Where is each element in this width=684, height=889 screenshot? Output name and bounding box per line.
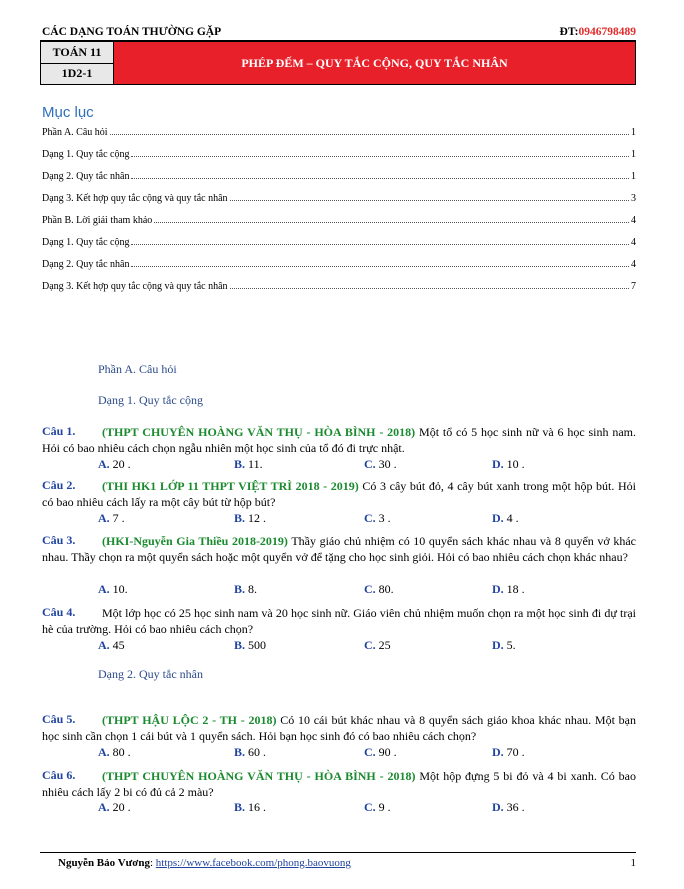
toc-item[interactable] bbox=[42, 236, 636, 250]
toc-item-page[interactable]: 4 bbox=[631, 215, 636, 226]
answer-key: B. bbox=[234, 582, 246, 596]
answer-b[interactable] bbox=[234, 582, 257, 597]
answer-value: 3 . bbox=[378, 511, 391, 525]
toc-leader bbox=[154, 214, 629, 223]
answer-c[interactable] bbox=[364, 638, 391, 653]
toc-leader bbox=[230, 280, 629, 289]
question-body: Một lớp học có 25 học sinh nam và 20 học sinh nữ. Giáo viên chủ nhiệm muốn chọn ra một học sinh đi dự trại hè của trường. Hỏi có bao nhiêu cách chọn? bbox=[42, 606, 636, 636]
answer-value: 18 . bbox=[506, 582, 525, 596]
question-5-answers bbox=[98, 745, 598, 761]
answer-d[interactable] bbox=[492, 582, 525, 597]
toc-item[interactable] bbox=[42, 148, 636, 162]
answer-key: D. bbox=[492, 745, 504, 759]
toc-item[interactable] bbox=[42, 258, 636, 272]
header-phone bbox=[560, 26, 636, 38]
answer-key: B. bbox=[234, 800, 246, 814]
toc-item-text[interactable]: Dạng 1. Quy tắc cộng bbox=[42, 237, 130, 248]
answer-key: C. bbox=[364, 511, 376, 525]
question-1-answers bbox=[98, 457, 598, 473]
toc-item-text[interactable]: Dạng 3. Kết hợp quy tắc cộng và quy tắc nhân bbox=[42, 281, 228, 292]
answer-value: 30 . bbox=[378, 457, 397, 471]
answer-a[interactable] bbox=[98, 745, 131, 760]
answer-key: D. bbox=[492, 582, 504, 596]
answer-value: 5. bbox=[506, 638, 516, 652]
answer-value: 45 bbox=[112, 638, 125, 652]
answer-key: B. bbox=[234, 745, 246, 759]
question-body: Thầy giáo chủ nhiệm có 10 quyển sách khác nhau và 8 quyển vở khác nhau. Thầy chọn ra một quyển sách hoặc một quyển vở để tặng cho học sinh giỏi. Hỏi có bao nhiêu cách chọn khác nhau? bbox=[42, 534, 636, 564]
section-d1-heading: Dạng 1. Quy tắc cộng bbox=[98, 393, 203, 407]
question-2-label: Câu 2. bbox=[42, 478, 76, 492]
header-title: CÁC DẠNG TOÁN THƯỜNG GẶP bbox=[42, 26, 222, 38]
toc-item-text[interactable]: Phần B. Lời giải tham khảo bbox=[42, 215, 153, 226]
question-6-answers bbox=[98, 800, 598, 816]
answer-value: 36 . bbox=[506, 800, 525, 814]
answer-key: A. bbox=[98, 511, 110, 525]
answer-c[interactable] bbox=[364, 582, 394, 597]
answer-key: C. bbox=[364, 745, 376, 759]
answer-value: 8. bbox=[248, 582, 258, 596]
toc-item-text[interactable]: Phần A. Câu hỏi bbox=[42, 127, 108, 138]
answer-value: 16 . bbox=[248, 800, 267, 814]
toc-item[interactable] bbox=[42, 214, 636, 228]
toc-item-text[interactable]: Dạng 2. Quy tắc nhân bbox=[42, 259, 130, 270]
toc-item-page[interactable]: 4 bbox=[631, 237, 636, 248]
answer-key: B. bbox=[234, 638, 246, 652]
answer-value: 25 bbox=[378, 638, 391, 652]
phone-label: ĐT: bbox=[559, 26, 579, 38]
question-body: Một hộp đựng 5 bi đỏ và 4 bi xanh. Có bao nhiêu cách lấy 2 bi có đủ cả 2 màu? bbox=[42, 769, 636, 799]
answer-b[interactable] bbox=[234, 800, 266, 815]
answer-key: B. bbox=[234, 511, 246, 525]
toc-item-page[interactable]: 1 bbox=[631, 127, 636, 138]
question-4-answers bbox=[98, 638, 598, 654]
answer-key: D. bbox=[492, 800, 504, 814]
question-4-label: Câu 4. bbox=[42, 605, 76, 619]
toc-item-page[interactable]: 7 bbox=[631, 281, 636, 292]
answer-d[interactable] bbox=[492, 638, 516, 653]
answer-b[interactable] bbox=[234, 745, 266, 760]
toc-leader bbox=[131, 148, 629, 157]
answer-key: A. bbox=[98, 457, 110, 471]
question-2-answers bbox=[98, 511, 598, 527]
lesson-title: PHÉP ĐẾM – QUY TẮC CỘNG, QUY TẮC NHÂN bbox=[114, 42, 635, 84]
answer-value: 500 bbox=[248, 638, 267, 652]
footer-author: Nguyễn Bảo Vương: https://www.facebook.com/phong.baovuong bbox=[58, 857, 351, 869]
answer-key: A. bbox=[98, 582, 110, 596]
answer-c[interactable] bbox=[364, 800, 391, 815]
question-body: Có 10 cái bút khác nhau và 8 quyển sách giáo khoa khác nhau. Một bạn học sinh cần chọn 1 cái bút và 1 quyển sách. Hỏi bạn học sinh đó có bao nhiêu cách chọn? bbox=[42, 713, 636, 743]
section-a-heading: Phần A. Câu hỏi bbox=[98, 362, 177, 376]
answer-key: A. bbox=[98, 800, 110, 814]
title-left-column bbox=[41, 42, 114, 84]
toc-leader bbox=[131, 258, 629, 267]
toc-item-text[interactable]: Dạng 2. Quy tắc nhân bbox=[42, 171, 130, 182]
answer-value: 60 . bbox=[248, 745, 267, 759]
answer-value: 80. bbox=[378, 582, 394, 596]
answer-value: 90 . bbox=[378, 745, 397, 759]
answer-b[interactable] bbox=[234, 457, 263, 472]
author-name: Nguyễn Bảo Vương bbox=[58, 857, 150, 869]
toc-item-page[interactable]: 1 bbox=[631, 149, 636, 160]
question-3-label: Câu 3. bbox=[42, 533, 76, 547]
question-3-text bbox=[42, 533, 636, 565]
footer-divider bbox=[40, 852, 636, 853]
answer-key: C. bbox=[364, 800, 376, 814]
toc-item[interactable] bbox=[42, 170, 636, 184]
answer-key: D. bbox=[492, 511, 504, 525]
question-source: (HKI-Nguyễn Gia Thiều 2018-2019) bbox=[102, 534, 288, 548]
question-source: (THPT CHUYÊN HOÀNG VĂN THỤ - HÒA BÌNH - 2018) bbox=[102, 425, 416, 439]
toc-leader bbox=[110, 126, 629, 135]
answer-key: D. bbox=[492, 638, 504, 652]
toc-heading: Mục lục bbox=[42, 104, 94, 121]
page-number: 1 bbox=[630, 857, 636, 869]
toc-item-page[interactable]: 1 bbox=[631, 171, 636, 182]
toc-item[interactable] bbox=[42, 126, 636, 140]
answer-c[interactable] bbox=[364, 457, 397, 472]
question-source: (THPT CHUYÊN HOÀNG VĂN THỤ - HÒA BÌNH - 2018) bbox=[102, 769, 416, 783]
answer-value: 9 . bbox=[378, 800, 391, 814]
toc-item-page[interactable]: 3 bbox=[631, 193, 636, 204]
answer-a[interactable] bbox=[98, 800, 131, 815]
answer-a[interactable] bbox=[98, 638, 125, 653]
answer-a[interactable] bbox=[98, 457, 131, 472]
answer-b[interactable] bbox=[234, 511, 266, 526]
toc-item[interactable] bbox=[42, 192, 636, 206]
question-4-text bbox=[42, 605, 636, 637]
phone-number: 0946798489 bbox=[578, 26, 636, 38]
answer-value: 80 . bbox=[112, 745, 131, 759]
answer-d[interactable] bbox=[492, 457, 525, 472]
toc-leader bbox=[131, 236, 629, 245]
toc-leader bbox=[230, 192, 629, 201]
answer-key: A. bbox=[98, 638, 110, 652]
answer-value: 7 . bbox=[112, 511, 125, 525]
answer-value: 11. bbox=[248, 457, 263, 471]
question-source: (THI HK1 LỚP 11 THPT VIỆT TRÌ 2018 - 2019) bbox=[102, 479, 359, 493]
toc-item-text[interactable]: Dạng 1. Quy tắc cộng bbox=[42, 149, 130, 160]
answer-value: 10. bbox=[112, 582, 128, 596]
answer-value: 70 . bbox=[506, 745, 525, 759]
answer-c[interactable] bbox=[364, 745, 397, 760]
answer-a[interactable] bbox=[98, 511, 125, 526]
subject-cell: TOÁN 11 bbox=[41, 42, 113, 63]
question-2-text bbox=[42, 478, 636, 510]
question-1-label: Câu 1. bbox=[42, 424, 76, 438]
author-link[interactable]: https://www.facebook.com/phong.baovuong bbox=[155, 857, 351, 869]
toc-leader bbox=[131, 170, 629, 179]
question-1-text bbox=[42, 424, 636, 456]
answer-value: 20 . bbox=[112, 800, 131, 814]
question-body: Có 3 cây bút đỏ, 4 cây bút xanh trong một hộp bút. Hỏi có bao nhiêu cách lấy ra một cây bút từ hộp bút? bbox=[42, 479, 637, 509]
answer-key: B. bbox=[234, 457, 246, 471]
toc-item-text[interactable]: Dạng 3. Kết hợp quy tắc cộng và quy tắc nhân bbox=[42, 193, 228, 204]
question-body: Một tổ có 5 học sinh nữ và 6 học sinh nam. Hỏi có bao nhiêu cách chọn ngẫu nhiên một học sinh của tổ đó đi trực nhật. bbox=[42, 425, 636, 455]
answer-a[interactable] bbox=[98, 582, 128, 597]
question-3-answers bbox=[98, 582, 598, 598]
answer-b[interactable] bbox=[234, 638, 266, 653]
title-table bbox=[40, 41, 636, 85]
answer-d[interactable] bbox=[492, 745, 525, 760]
question-5-label: Câu 5. bbox=[42, 712, 76, 726]
answer-value: 10 . bbox=[506, 457, 525, 471]
answer-d[interactable] bbox=[492, 800, 525, 815]
code-cell: 1D2-1 bbox=[41, 63, 113, 85]
answer-key: D. bbox=[492, 457, 504, 471]
answer-c[interactable] bbox=[364, 511, 391, 526]
toc-item-page[interactable]: 4 bbox=[631, 259, 636, 270]
toc-item[interactable] bbox=[42, 280, 636, 294]
answer-key: C. bbox=[364, 638, 376, 652]
answer-key: C. bbox=[364, 457, 376, 471]
answer-key: C. bbox=[364, 582, 376, 596]
section-d2-heading: Dạng 2. Quy tắc nhân bbox=[98, 667, 203, 681]
question-6-text bbox=[42, 768, 636, 800]
answer-d[interactable] bbox=[492, 511, 519, 526]
question-6-label: Câu 6. bbox=[42, 768, 76, 782]
answer-key: A. bbox=[98, 745, 110, 759]
answer-value: 4 . bbox=[506, 511, 519, 525]
question-source: (THPT HẬU LỘC 2 - TH - 2018) bbox=[102, 713, 277, 727]
answer-value: 20 . bbox=[112, 457, 131, 471]
answer-value: 12 . bbox=[248, 511, 267, 525]
question-5-text bbox=[42, 712, 636, 744]
